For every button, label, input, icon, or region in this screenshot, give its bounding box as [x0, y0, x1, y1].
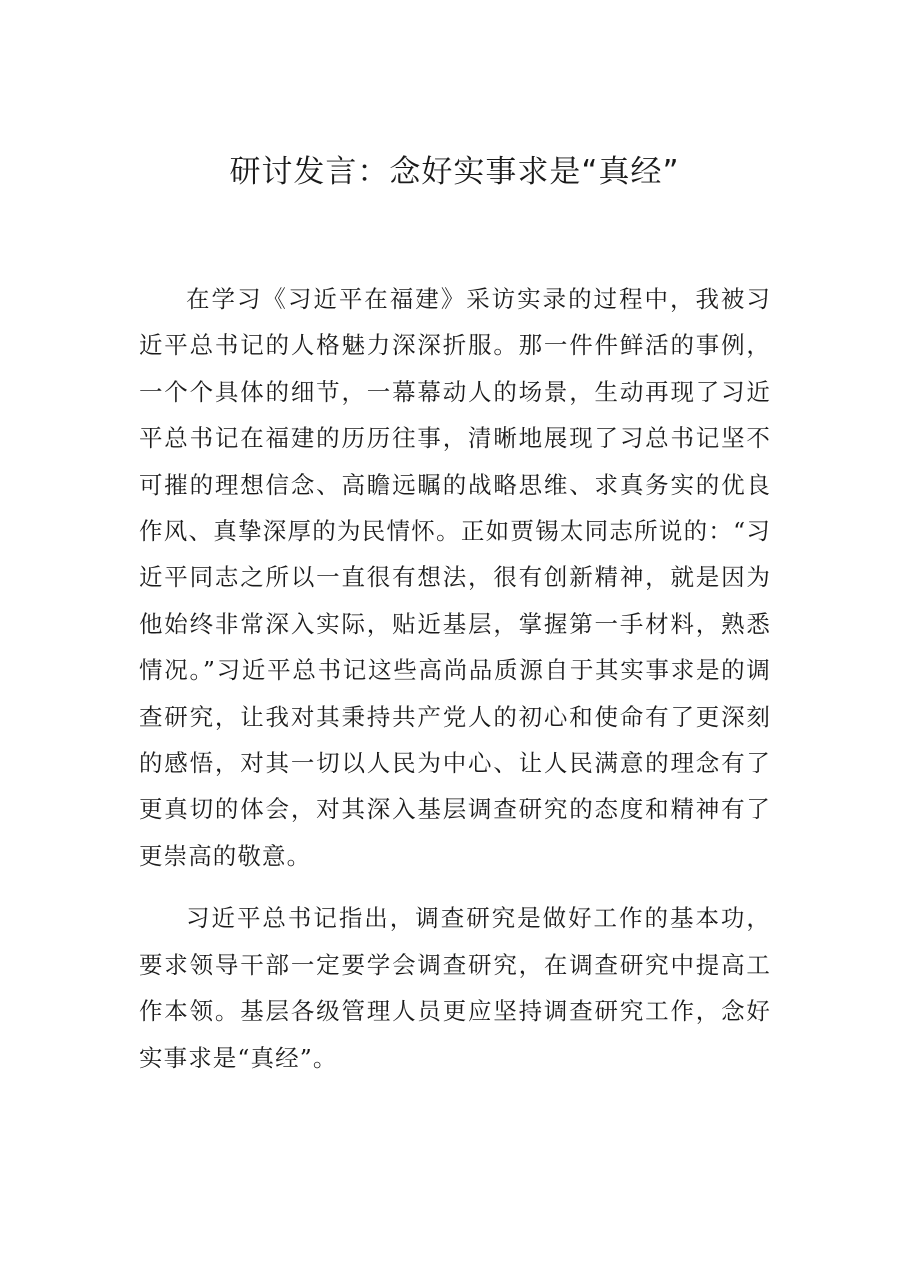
- body-paragraph: 习近平总书记指出，调查研究是做好工作的基本功，要求领导干部一定要学会调查研究，在调查研究中提高工作本领。基层各级管理人员更应坚持调查研究工作，念好实事求是“真经”。: [139, 904, 771, 1072]
- document-title: 研讨发言：念好实事求是“真经”: [229, 154, 680, 190]
- document-body: [139, 276, 771, 1081]
- body-paragraph: 在学习《习近平在福建》采访实录的过程中，我被习近平总书记的人格魅力深深折服。那一件件鲜活的事例，一个个具体的细节，一幕幕动人的场景，生动再现了习近平总书记在福建的历历往事，清晰地展现了习总书记坚不可摧的理想信念、高瞻远瞩的战略思维、求真务实的优良作风、真挚深厚的为民情怀。正如贾锡太同志所说的：“习近平同志之所以一直很有想法，很有创新精神，就是因为他始终非常深入实际，贴近基层，掌握第一手材料，熟悉情况。”习近平总书记这些高尚品质源自于其实事求是的调查研究，让我对其秉持共产党人的初心和使命有了更深刻的感悟，对其一切以人民为中心、让人民满意的理念有了更真切的体会，对其深入基层调查研究的态度和精神有了更崇高的敬意。: [139, 285, 771, 870]
